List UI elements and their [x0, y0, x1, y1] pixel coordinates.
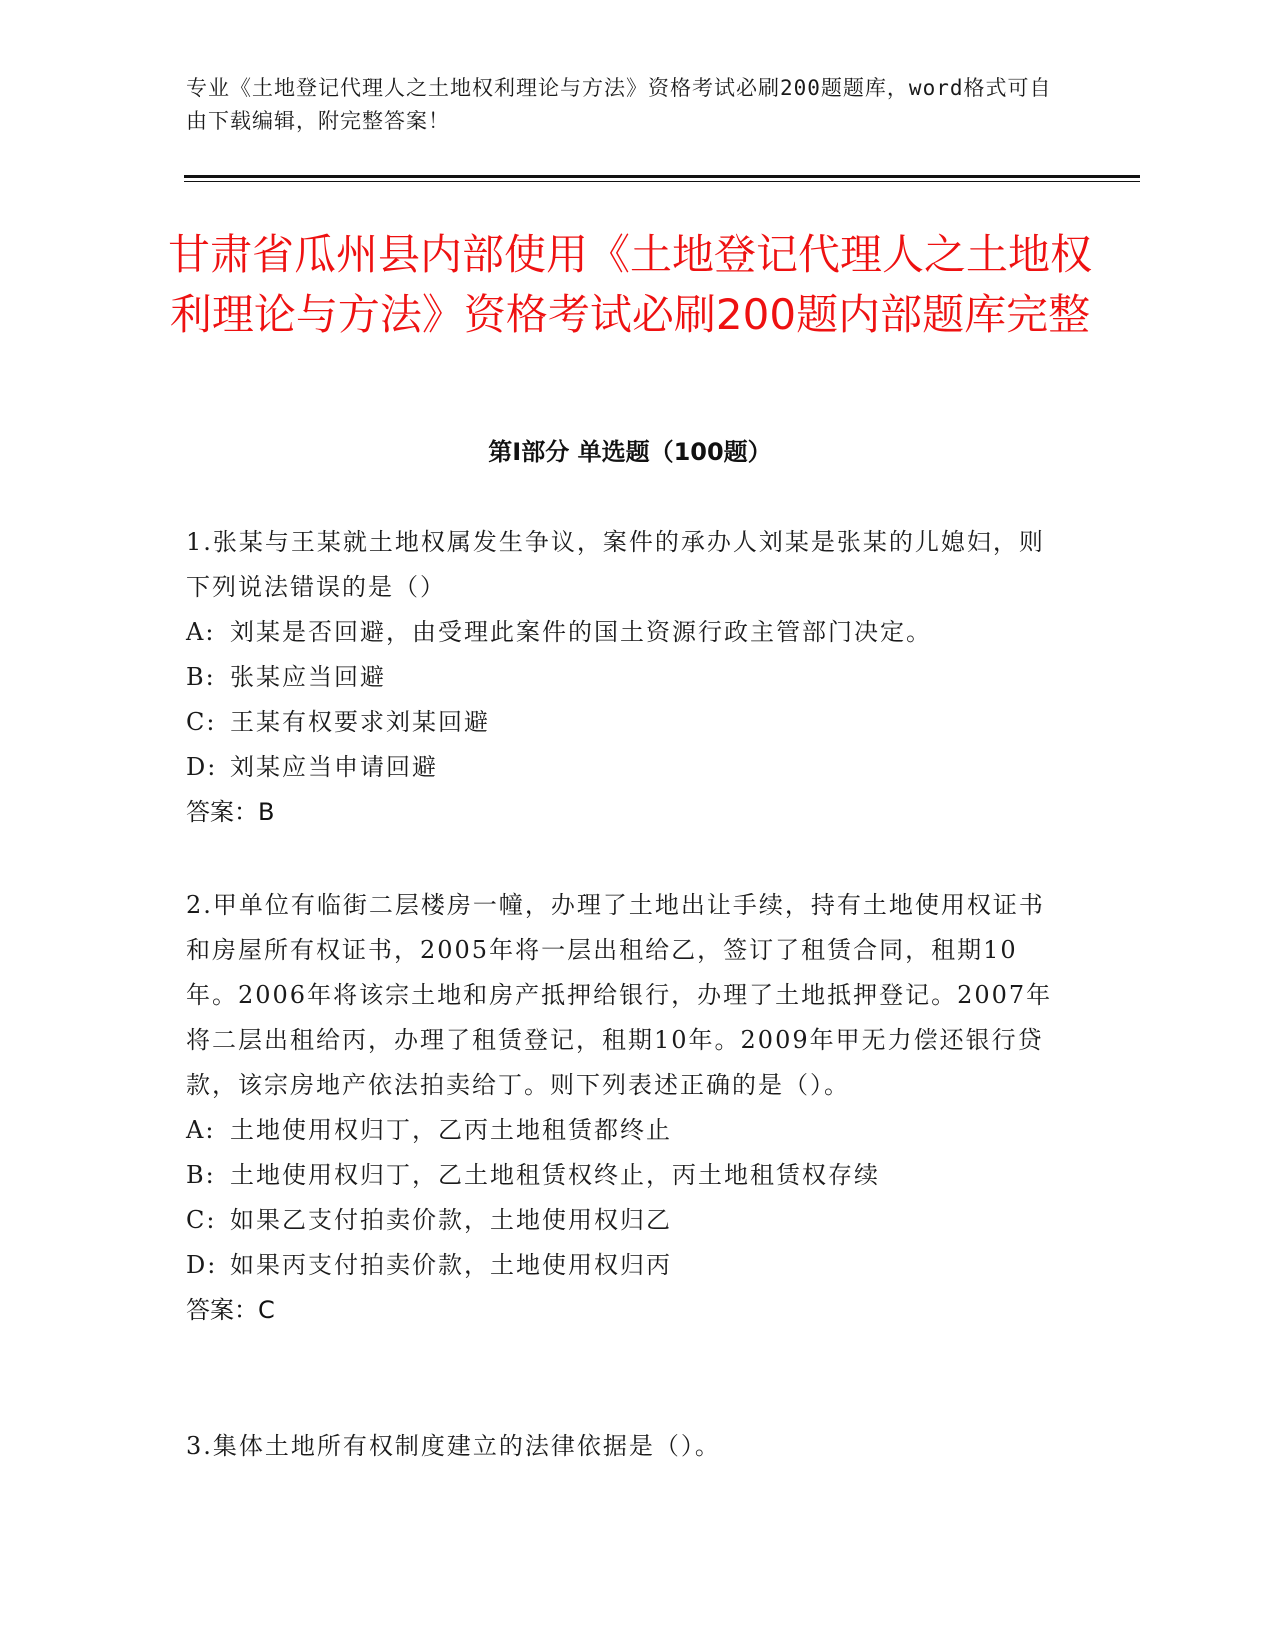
option-a [186, 610, 1066, 655]
document-title: 甘肃省瓜州县内部使用《土地登记代理人之土地权利理论与方法》资格考试必刷200题内部题库完整 [167, 230, 1092, 339]
option-key: C: [186, 708, 217, 736]
option-d [186, 745, 1066, 790]
option-d [186, 1243, 1066, 1288]
option-text: 王某有权要求刘某回避 [230, 708, 490, 736]
header-divider-thick [184, 175, 1140, 178]
option-key: A: [186, 1116, 216, 1144]
option-key: B: [186, 1161, 216, 1189]
option-key: D: [186, 1251, 218, 1279]
option-text: 土地使用权归丁，乙土地租赁权终止，丙土地租赁权存续 [230, 1161, 880, 1189]
option-b [186, 1153, 1066, 1198]
option-key: A: [186, 618, 216, 646]
header-note: 专业《土地登记代理人之土地权利理论与方法》资格考试必刷200题题库，word格式可自由下载编辑，附完整答案！ [186, 76, 1052, 133]
option-text: 土地使用权归丁，乙丙土地租赁都终止 [230, 1116, 672, 1144]
answer-line: 答案：C [186, 1296, 275, 1324]
option-text: 如果乙支付拍卖价款，土地使用权归乙 [230, 1206, 672, 1234]
option-key: B: [186, 663, 216, 691]
option-c [186, 700, 1066, 745]
question-stem: 2.甲单位有临街二层楼房一幢，办理了土地出让手续，持有土地使用权证书和房屋所有权证书，2005年将一层出租给乙，签订了租赁合同，租期10年。2006年将该宗土地和房产抵押给银行，办理了土地抵押登记。2007年将二层出租给丙，办理了租赁登记，租期10年。2009年甲无力偿还银行贷款，该宗房地产依法拍卖给丁。则下列表述正确的是（）。 [186, 891, 1053, 1099]
option-b [186, 655, 1066, 700]
option-a [186, 1108, 1066, 1153]
question-3 [186, 1424, 1066, 1469]
answer-line: 答案：B [186, 798, 275, 826]
option-key: C: [186, 1206, 217, 1234]
option-text: 刘某应当申请回避 [230, 753, 438, 781]
option-text: 张某应当回避 [230, 663, 386, 691]
section-heading: 第Ⅰ部分 单选题（100题） [488, 438, 772, 466]
question-2 [186, 883, 1066, 1333]
question-stem: 1.张某与王某就土地权属发生争议，案件的承办人刘某是张某的儿媳妇，则下列说法错误的是（） [186, 528, 1045, 601]
question-stem: 3.集体土地所有权制度建立的法律依据是（）。 [186, 1432, 721, 1460]
option-text: 刘某是否回避，由受理此案件的国土资源行政主管部门决定。 [230, 618, 932, 646]
header-divider-thin [184, 181, 1140, 182]
option-c [186, 1198, 1066, 1243]
option-text: 如果丙支付拍卖价款，土地使用权归丙 [230, 1251, 672, 1279]
option-key: D: [186, 753, 218, 781]
question-1 [186, 520, 1066, 835]
